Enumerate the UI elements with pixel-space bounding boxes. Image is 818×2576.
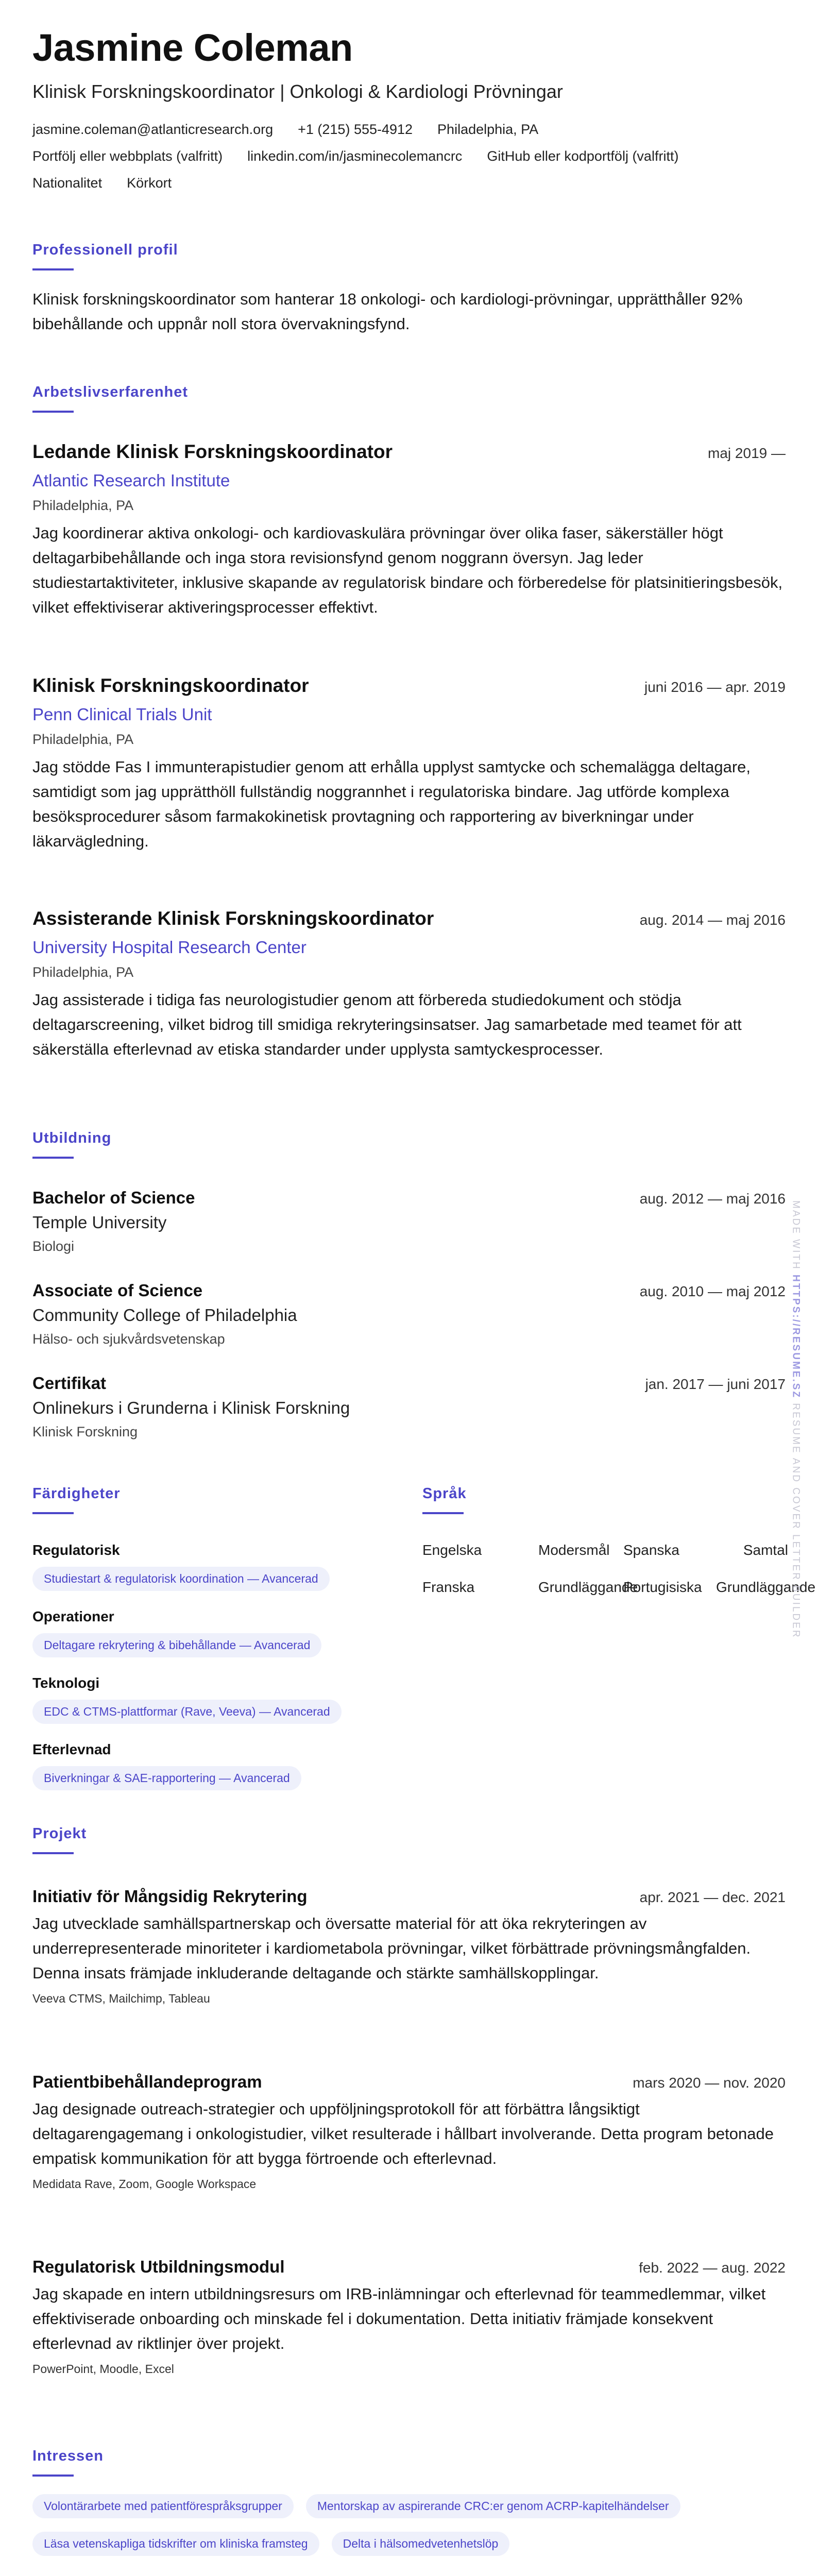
project-dates: mars 2020 — nov. 2020 <box>633 2075 786 2091</box>
job-employer[interactable]: Penn Clinical Trials Unit <box>32 705 212 724</box>
project-dates: apr. 2021 — dec. 2021 <box>639 1889 786 1905</box>
watermark-link[interactable]: HTTPS://RESUME.SZ <box>791 1275 802 1399</box>
field-of-study: Klinisk Forskning <box>32 1424 138 1439</box>
project-tech: Veeva CTMS, Mailchimp, Tableau <box>32 1992 210 2006</box>
skill-chip: Biverkningar & SAE-rapportering — Avancerad <box>32 1766 301 1790</box>
profile-summary: Klinisk forskningskoordinator som hanterar 18 onkologi- och kardiologi-prövningar, upprätthåller 92% bibehållande och uppnår noll stora övervakningsfynd. <box>32 290 743 333</box>
language-list <box>422 1541 816 1596</box>
skill-group <box>32 1675 393 1724</box>
school-name: Onlinekurs i Grunderna i Klinisk Forskning <box>32 1398 350 1417</box>
interest-chip: Läsa vetenskapliga tidskrifter om kliniska framsteg <box>32 2532 319 2556</box>
interest-chip: Delta i hälsomedvetenhetslöp <box>332 2532 510 2556</box>
degree-title: Associate of Science <box>32 1281 203 1300</box>
project-entry <box>32 2257 786 2376</box>
candidate-headline: Klinisk Forskningskoordinator | Onkologi & Kardiologi Prövningar <box>32 81 563 102</box>
job-title: Ledande Klinisk Forskningskoordinator <box>32 441 393 462</box>
project-description: Jag utvecklade samhällspartnerskap och översatte material för att öka rekryteringen av underrepresenterade minoriteter i kardiometabola prövningar, vilket förbättrade prövningsmångfalden. Denna insats främjade inkluderande deltagande och stärkte samhällskopplingar. <box>32 1914 751 1982</box>
contact-drivers-license: Körkort <box>127 175 172 191</box>
contact-portfolio[interactable]: Portfölj eller webbplats (valfritt) <box>32 148 223 164</box>
languages-section <box>422 1485 816 1596</box>
section-rule <box>32 1512 74 1514</box>
job-title: Assisterande Klinisk Forskningskoordinator <box>32 908 434 929</box>
contact-phone[interactable]: +1 (215) 555-4912 <box>298 122 413 138</box>
job-description: Jag stödde Fas I immunterapistudier genom att erhålla upplyst samtycke och schemalägga deltagare, samtidigt som jag upprätthöll fullständig noggrannhet i regulatoriska bindare. Jag utförde komplexa besöksprocedurer såsom farmakokinetisk provtagning och rapportering av biverkningar under läkarvägledning. <box>32 758 751 851</box>
profile-section <box>32 241 786 336</box>
contact-github[interactable]: GitHub eller kodportfölj (valfritt) <box>487 148 679 164</box>
section-rule <box>422 1512 464 1514</box>
interest-chip: Volontärarbete med patientförespråksgrupper <box>32 2494 294 2518</box>
job-dates: aug. 2014 — maj 2016 <box>639 912 786 928</box>
section-title-skills: Färdigheter <box>32 1485 121 1502</box>
school-name: Community College of Philadelphia <box>32 1306 297 1325</box>
education-dates: jan. 2017 — juni 2017 <box>645 1376 786 1392</box>
skill-category: Regulatorisk <box>32 1541 120 1558</box>
interests-section <box>32 2447 786 2556</box>
skill-chip: EDC & CTMS-plattformar (Rave, Veeva) — Avancerad <box>32 1700 342 1724</box>
job-location: Philadelphia, PA <box>32 964 134 980</box>
job-title: Klinisk Forskningskoordinator <box>32 675 309 696</box>
skill-group <box>32 1542 393 1591</box>
education-entry <box>32 1281 786 1347</box>
skill-chip: Studiestart & regulatorisk koordination — Avancerad <box>32 1567 330 1591</box>
section-title-education: Utbildning <box>32 1130 112 1146</box>
section-rule <box>32 2475 74 2477</box>
job-description: Jag assisterade i tidiga fas neurologistudier genom att förbereda studiedokument och stödja deltagarscreening, vilket bidrog till smidiga rekryteringsinsatser. Jag samarbetade med teamet för att säkerställa efterlevnad av etiska standarder under upplysta samtyckesprocesser. <box>32 991 742 1059</box>
section-title-interests: Intressen <box>32 2448 104 2464</box>
education-section <box>32 1129 786 1159</box>
skill-group <box>32 1741 393 1790</box>
contact-row-3 <box>32 175 786 192</box>
language-name: Spanska <box>623 1541 679 1558</box>
project-title: Initiativ för Mångsidig Rekrytering <box>32 1887 308 1906</box>
section-rule <box>32 268 74 270</box>
job-location: Philadelphia, PA <box>32 498 134 513</box>
interest-chip: Mentorskap av aspirerande CRC:er genom ACRP-kapitelhändelser <box>306 2494 680 2518</box>
section-rule <box>32 411 74 413</box>
contact-location: Philadelphia, PA <box>437 122 539 138</box>
section-rule <box>32 1157 74 1159</box>
job-employer[interactable]: University Hospital Research Center <box>32 938 306 957</box>
skills-section <box>32 1485 393 1790</box>
section-title-projects: Projekt <box>32 1825 87 1842</box>
contact-row-2 <box>32 148 786 165</box>
school-name: Temple University <box>32 1213 167 1232</box>
skill-category: Efterlevnad <box>32 1741 111 1757</box>
language-level: Modersmål <box>538 1541 610 1558</box>
education-entry <box>32 1374 786 1440</box>
contact-linkedin[interactable]: linkedin.com/in/jasminecolemancrc <box>247 148 463 164</box>
language-name: Engelska <box>422 1541 482 1558</box>
candidate-name: Jasmine Coleman <box>32 26 353 69</box>
job-dates: juni 2016 — apr. 2019 <box>644 679 786 695</box>
skill-category: Teknologi <box>32 1674 100 1691</box>
project-entry <box>32 1887 786 2006</box>
field-of-study: Hälso- och sjukvårdsvetenskap <box>32 1331 225 1347</box>
education-dates: aug. 2012 — maj 2016 <box>639 1191 786 1207</box>
education-dates: aug. 2010 — maj 2012 <box>639 1283 786 1299</box>
language-level: Grundläggande <box>716 1579 816 1595</box>
language-level: Samtal <box>743 1541 788 1558</box>
degree-title: Bachelor of Science <box>32 1188 195 1207</box>
project-title: Patientbibehållandeprogram <box>32 2072 262 2091</box>
language-name: Portugisiska <box>623 1579 702 1595</box>
section-title-languages: Språk <box>422 1485 467 1502</box>
resume-header <box>32 26 786 192</box>
watermark-prefix: MADE WITH <box>791 1200 802 1270</box>
job-description: Jag koordinerar aktiva onkologi- och kardiovaskulära prövningar över olika faser, säkerställer högt deltagarbibehållande och inga stora revisionsfynd genom noggrann översyn. Jag leder studiestartaktiviteter, inklusive skapande av regulatorisk bindare och förberedelse för platsinitieringsbesök, vilket effektiviserar aktiveringsprocesser effektivt. <box>32 524 783 617</box>
watermark-suffix: RESUME AND COVER LETTER BUILDER <box>791 1403 802 1639</box>
education-entry <box>32 1188 786 1255</box>
language-level: Grundläggande <box>538 1579 638 1595</box>
builder-watermark <box>790 1200 802 1639</box>
experience-entry <box>32 441 786 620</box>
project-description: Jag designade outreach-strategier och uppföljningsprotokoll för att förbättra långsiktigt deltagarengagemang i onkologistudier, vilket resulterade i hållbart involverande. Detta program betonade empatisk kommunikation för att bygga förtroende och efterlevnad. <box>32 2100 774 2168</box>
skill-chip: Deltagare rekrytering & bibehållande — Avancerad <box>32 1633 321 1657</box>
project-description: Jag skapade en intern utbildningsresurs om IRB-inlämningar och efterlevnad för teammedlemmar, vilket effektiviserade onboarding och minskade fel i dokumentation. Detta initiativ främjade konsekvent efterlevnad av riktlinjer över projekt. <box>32 2285 766 2353</box>
contact-email[interactable]: jasmine.coleman@atlanticresearch.org <box>32 122 274 138</box>
project-title: Regulatorisk Utbildningsmodul <box>32 2257 285 2276</box>
job-employer[interactable]: Atlantic Research Institute <box>32 471 230 490</box>
skill-category: Operationer <box>32 1608 114 1624</box>
contact-row-1 <box>32 121 786 139</box>
project-entry <box>32 2072 786 2191</box>
field-of-study: Biologi <box>32 1239 75 1254</box>
project-tech: Medidata Rave, Zoom, Google Workspace <box>32 2177 257 2191</box>
experience-entry <box>32 908 786 1062</box>
job-location: Philadelphia, PA <box>32 732 134 747</box>
projects-section <box>32 1825 786 1854</box>
language-name: Franska <box>422 1579 475 1595</box>
degree-title: Certifikat <box>32 1374 107 1393</box>
job-dates: maj 2019 — <box>708 445 786 461</box>
section-rule <box>32 1852 74 1854</box>
interest-list <box>32 2494 786 2556</box>
contact-nationality: Nationalitet <box>32 175 103 191</box>
project-dates: feb. 2022 — aug. 2022 <box>639 2260 786 2276</box>
experience-entry <box>32 675 786 854</box>
section-title-experience: Arbetslivserfarenhet <box>32 384 189 400</box>
skill-group <box>32 1608 393 1657</box>
experience-section <box>32 383 786 413</box>
section-title-profile: Professionell profil <box>32 242 178 258</box>
project-tech: PowerPoint, Moodle, Excel <box>32 2362 174 2376</box>
